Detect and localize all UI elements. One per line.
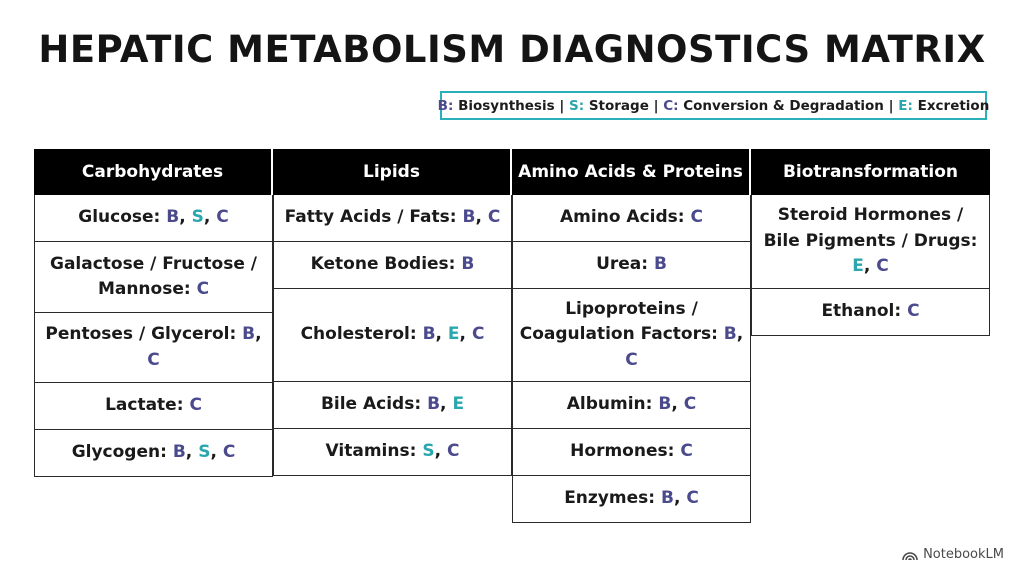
legend-label: Storage [588,97,649,114]
function-code-c: C [471,324,485,345]
column-header: Amino Acids & Proteins [512,149,751,195]
cell-label: Bile Acids: [320,394,428,415]
function-code-c: C [487,207,501,228]
function-code-c: C [876,256,889,277]
matrix-cell [512,195,751,242]
legend-separator: | [883,97,899,114]
matrix-cell [512,242,751,289]
legend-label: Biosynthesis [458,97,555,114]
function-code-e: E [447,324,460,345]
function-code-c: C [222,442,236,463]
matrix-cell [512,289,751,382]
function-code-s: S [422,441,435,462]
notebooklm-logo-icon [902,549,918,561]
cell-label: Lipoproteins / Coagulation Factors: [519,298,724,345]
matrix-cell [273,195,512,242]
code-comma: , [459,324,472,345]
cell-label: Ethanol: [821,301,908,322]
legend-colon: : [447,97,459,114]
code-comma: , [434,441,447,462]
matrix-column [512,149,751,523]
function-code-c: C [625,349,638,370]
column-header: Lipids [273,149,512,195]
legend-code-b: B [437,97,448,114]
cell-label: Urea: [596,254,654,275]
function-code-c: C [189,395,202,416]
code-comma: , [185,442,199,463]
function-code-c: C [686,488,699,509]
code-comma: , [203,207,217,228]
brand-label: NotebookLM [923,547,1004,562]
matrix-cell [512,382,751,429]
legend-code-c: C [663,97,674,114]
cell-label: Vitamins: [325,441,423,462]
brand-watermark [902,547,1004,562]
function-code-b: B [653,254,667,275]
function-code-b: B [461,254,475,275]
function-code-b: B [166,207,180,228]
function-code-b: B [723,324,737,345]
matrix-cell [34,313,273,383]
matrix-cell [273,242,512,289]
legend-colon: : [907,97,918,114]
matrix-cell [273,289,512,382]
function-code-b: B [462,207,476,228]
cell-label: Fatty Acids / Fats: [284,207,463,228]
matrix-cell [34,430,273,477]
column-header: Carbohydrates [34,149,273,195]
function-code-s: S [198,442,211,463]
matrix-cell [751,195,990,289]
column-header: Biotransformation [751,149,990,195]
code-comma: , [255,324,262,344]
legend-box [437,91,990,120]
matrix-column [273,149,512,476]
cell-label: Albumin: [566,394,659,415]
function-code-b: B [242,324,256,344]
cell-label: Hormones: [570,441,681,462]
code-comma: , [440,394,453,415]
legend-code-s: S [568,97,579,114]
function-code-s: S [191,207,204,228]
code-comma: , [863,256,877,277]
code-comma: , [673,488,687,509]
function-code-b: B [422,324,436,345]
cell-label: Pentoses / Glycerol: [45,324,243,344]
matrix-cell [34,195,273,242]
cell-label: Galactose / Fructose / Mannose: [50,253,257,299]
cell-label: Steroid Hormones / Bile Pigments / Drugs: [763,205,978,251]
matrix-cell [34,242,273,313]
cell-label: Lactate: [105,395,190,416]
function-code-c: C [680,441,693,462]
page-title: HEPATIC METABOLISM DIAGNOSTICS MATRIX [38,28,986,71]
matrix-column [751,149,990,336]
function-code-c: C [147,349,160,370]
matrix-cell [273,382,512,429]
function-code-b: B [658,394,672,415]
legend-label: Excretion [917,97,990,114]
code-comma: , [435,324,448,345]
legend-code-e: E [898,97,908,114]
cell-label: Cholesterol: [300,324,423,345]
matrix-cell [34,383,273,430]
function-code-b: B [660,488,674,509]
function-code-b: B [172,442,186,463]
cell-label: Glycogen: [71,442,173,463]
legend-colon: : [578,97,589,114]
legend-separator: | [554,97,569,114]
cell-label: Ketone Bodies: [310,254,462,275]
matrix-column [34,149,273,477]
code-comma: , [475,207,488,228]
legend-separator: | [648,97,664,114]
matrix-cell [512,476,751,523]
function-code-c: C [446,441,460,462]
cell-label: Amino Acids: [560,207,691,228]
legend-label: Conversion & Degradation [683,97,884,114]
function-code-b: B [427,394,441,415]
matrix-cell [273,429,512,476]
matrix-cell [512,429,751,476]
code-comma: , [671,394,684,415]
code-comma: , [736,324,744,345]
code-comma: , [210,442,223,463]
function-code-c: C [196,279,210,299]
function-code-c: C [907,301,920,322]
cell-label: Enzymes: [564,488,661,509]
function-code-e: E [452,394,465,415]
function-code-c: C [683,394,697,415]
function-code-c: C [216,207,229,228]
code-comma: , [179,207,192,228]
function-code-c: C [690,207,703,228]
function-code-e: E [852,256,864,277]
matrix-cell [751,289,990,336]
legend-colon: : [673,97,684,114]
cell-label: Glucose: [78,207,167,228]
